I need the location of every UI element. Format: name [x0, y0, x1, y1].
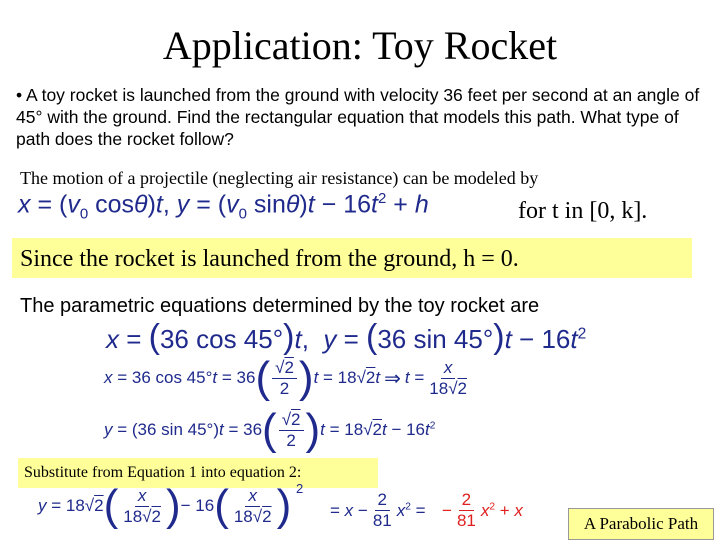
motion-description: The motion of a projectile (neglecting air resistance) can be modeled by	[20, 168, 539, 188]
projectile-equation: $x = (v_0$ cosθ)t, $y = (v_0$ $\sin\theta)t - 16t^2 + h$	[18, 190, 429, 223]
substitution-equation: y = 18√2 ( $\frac{x}{18√2}$ ) − 16 ( $\frac{x}{18√2}$ )	[38, 481, 292, 530]
substitution-note: Substitute from Equation 1 into equation 2:	[24, 464, 302, 481]
x-equation-solved-for-t: x = 36 cos 45°t = 36 ( $\frac{√2}{2}$ ) t = 18√2t ⇒ t = $\frac{x}{18√2}$	[104, 353, 467, 402]
simplified-equation: = x − $\frac{2}{81}$ $x^2$ =	[330, 490, 426, 530]
interval-text: for t in [0, k].	[518, 198, 648, 224]
parabola-equation: − $\frac{2}{81}$ $x^2 + x$	[442, 490, 523, 530]
ground-launch-note: Since the rocket is launched from the ground, h = 0.	[20, 246, 519, 272]
y-equation: y = (36 sin 45°)t = 36 ( $\frac{√2}{2}$ ) $t = 18√2t - 16t^2$	[104, 405, 436, 454]
slide-title: Application: Toy Rocket	[162, 23, 558, 68]
square-exponent: 2	[296, 481, 304, 496]
parametric-intro: The parametric equations determined by the toy rocket are	[20, 295, 540, 317]
rocket-parametric-equations: x = (36 cos 45°)t, y = (36 $\sin 45^\circ)t - 16t^2$	[106, 318, 587, 356]
problem-statement: • A toy rocket is launched from the ground with velocity 36 feet per second at an angle of 45° with the ground. Find the rectangular equation that models this path. What type of path does the rocket follow?	[16, 85, 700, 149]
result-label: A Parabolic Path	[583, 514, 699, 533]
